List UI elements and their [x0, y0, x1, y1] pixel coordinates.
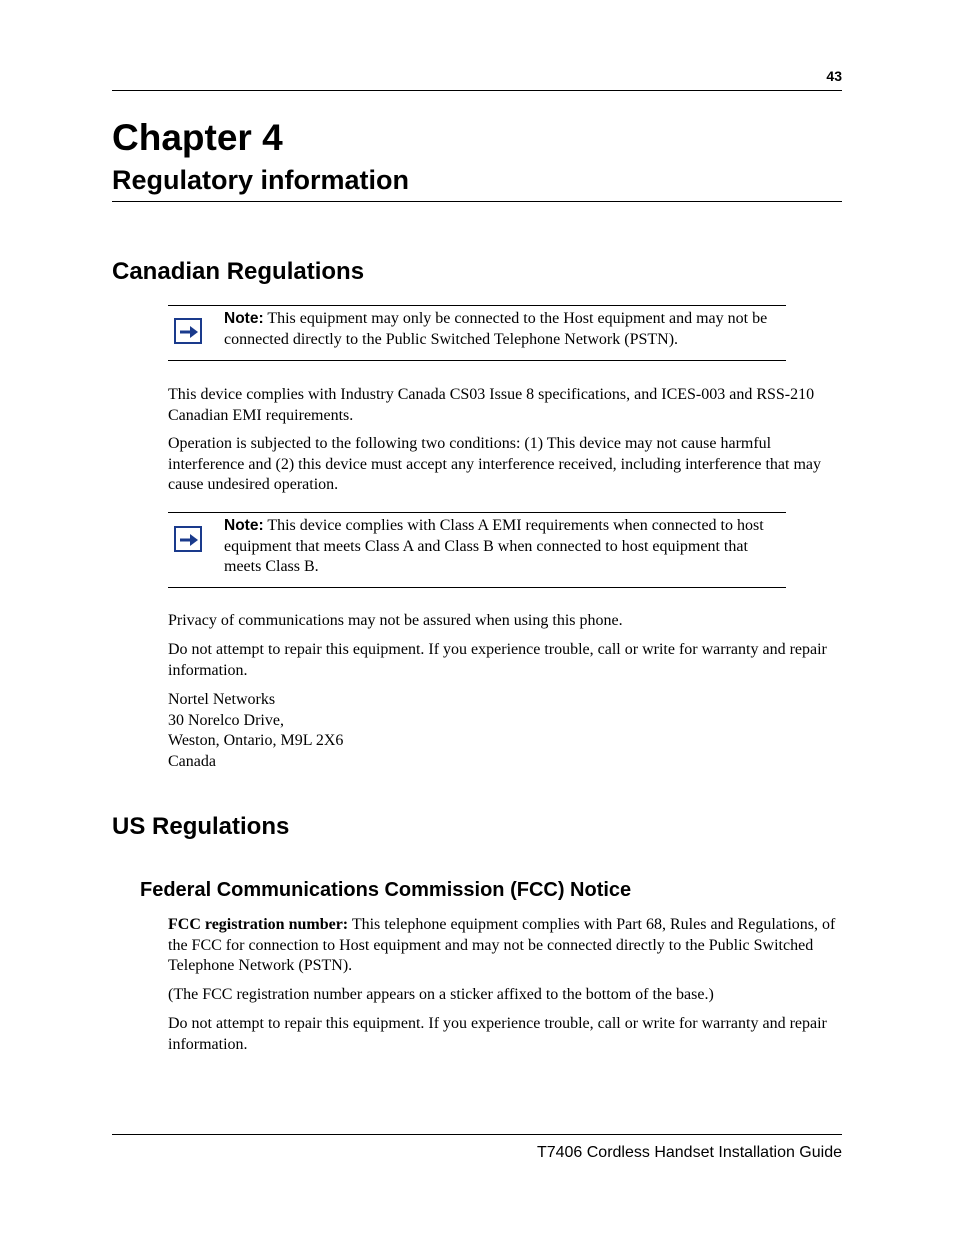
repair-paragraph — [168, 640, 842, 681]
us-repair-text: Do not attempt to repair this equipment. If you experience trouble, call or write for warranty and repair information. — [168, 1015, 827, 1053]
industry-canada-text: This device complies with Industry Canada CS03 Issue 8 specifications, and ICES-003 and RSS-210 Canadian EMI requirements. — [168, 386, 815, 424]
privacy-text: Privacy of communications may not be assured when using this phone. — [168, 612, 623, 629]
fcc-label: FCC registration number: — [168, 916, 349, 933]
note-label: Note: — [224, 517, 264, 534]
note-text — [224, 309, 784, 350]
canadian-regulations-heading: Canadian Regulations — [112, 258, 365, 285]
address-line: 30 Norelco Drive, — [168, 711, 284, 729]
address-line: Weston, Ontario, M9L 2X6 — [168, 732, 344, 749]
arrow-right-icon — [174, 526, 202, 552]
us-regulations-heading: US Regulations — [112, 813, 290, 840]
conditions-paragraph — [168, 434, 842, 496]
note-bottom-rule — [168, 360, 786, 361]
header-rule — [112, 90, 842, 91]
note-text — [224, 516, 784, 578]
chapter-rule — [112, 201, 842, 202]
repair-text: Do not attempt to repair this equipment. If you experience trouble, call or write for warranty and repair information. — [168, 641, 827, 679]
us-repair-paragraph — [168, 1014, 842, 1055]
address-block — [168, 690, 842, 772]
page-number: 43 — [826, 68, 842, 84]
footer-title: T7406 Cordless Handset Installation Guide — [536, 1144, 842, 1161]
note-body: This equipment may only be connected to the Host equipment and may not be connected directly to the Public Switched Telephone Network (PSTN). — [224, 310, 768, 348]
address-line: Canada — [168, 752, 216, 770]
conditions-text: Operation is subjected to the following two conditions: (1) This device may not cause harmful interference and (2) this device must accept any interference received, including interference that may cause undesired operation. — [168, 435, 821, 493]
privacy-paragraph — [168, 611, 842, 632]
arrow-right-icon — [174, 318, 202, 344]
note-label: Note: — [224, 310, 264, 327]
address-line: Nortel Networks — [168, 691, 276, 708]
fcc-sticker-text: (The FCC registration number appears on a sticker affixed to the bottom of the base.) — [168, 986, 714, 1003]
fcc-notice-heading: Federal Communications Commission (FCC) Notice — [140, 879, 632, 901]
note-pstn — [168, 305, 786, 361]
fcc-sticker-paragraph — [168, 985, 842, 1006]
footer-rule — [112, 1134, 842, 1135]
fcc-text — [168, 915, 842, 977]
note-top-rule — [168, 512, 786, 513]
note-top-rule — [168, 305, 786, 306]
chapter-title: Regulatory information — [112, 165, 410, 195]
chapter-label: Chapter 4 — [112, 117, 283, 158]
fcc-paragraph — [168, 915, 842, 977]
note-body: This device complies with Class A EMI requirements when connected to host equipment that meets Class A and Class B when connected to host equipment that meets Class B. — [224, 517, 764, 575]
note-bottom-rule — [168, 587, 786, 588]
note-emi — [168, 512, 786, 588]
compliance-paragraph — [168, 385, 842, 426]
fcc-body: This telephone equipment complies with Part 68, Rules and Regulations, of the FCC for connection to Host equipment and may not be connected directly to the Public Switched Telephone Network (PSTN). — [168, 916, 836, 974]
